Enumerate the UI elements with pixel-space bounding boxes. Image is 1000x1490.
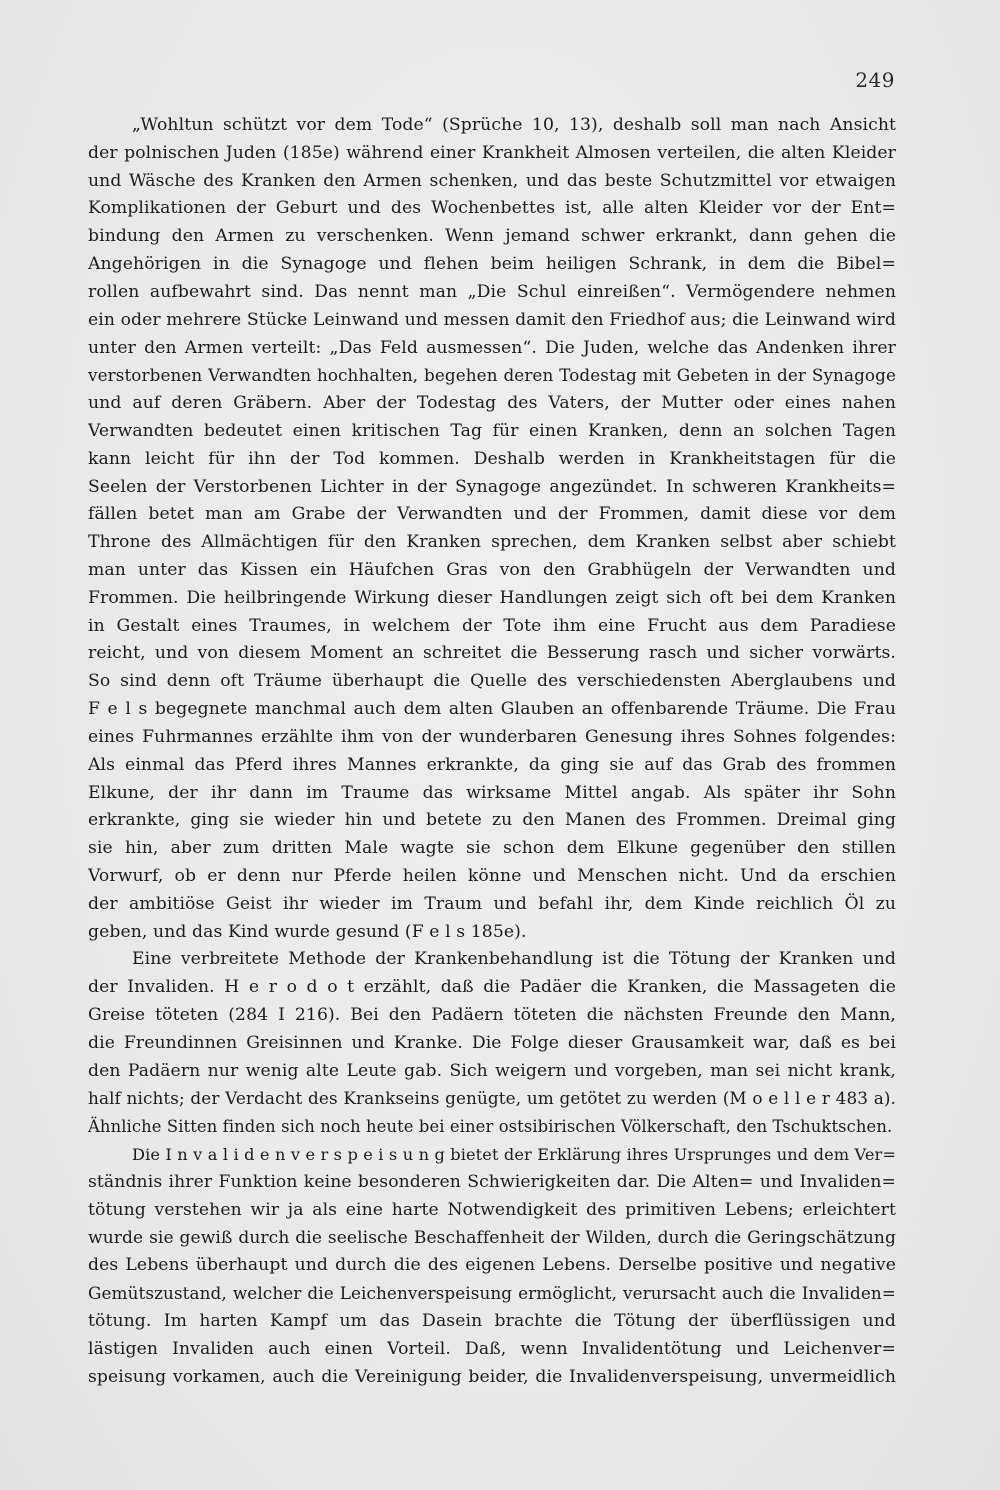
text-line: Komplikationen der Geburt und des Wochenbettes ist, alle alten Kleider vor der Ent= (88, 198, 896, 219)
text-line: Verwandten bedeutet einen kritischen Tag für einen Kranken, denn an solchen Tagen (88, 420, 896, 441)
text-line: ein oder mehrere Stücke Leinwand und messen damit den Friedhof aus; die Leinwand wird (88, 309, 896, 330)
text-line: kann leicht für ihn der Tod kommen. Deshalb werden in Krankheitstagen für die (88, 448, 896, 469)
text-line: eines Fuhrmannes erzählte ihm von der wunderbaren Genesung ihres Sohnes folgendes: (88, 726, 896, 747)
text-line: Gemütszustand, welcher die Leichenverspeisung ermöglicht, verursacht auch die Invaliden= (88, 1283, 896, 1304)
text-line: Die I n v a l i d e n v e r s p e i s u n g bietet der Erklärung ihres Ursprunges und dem Ver= (132, 1145, 896, 1165)
text-line: speisung vorkamen, auch die Vereinigung beider, die Invalidenverspeisung, unvermeidlich (88, 1366, 896, 1387)
text-line: Eine verbreitete Methode der Krankenbehandlung ist die Tötung der Kranken und (132, 949, 896, 970)
paragraph (88, 946, 896, 1141)
text-line: half nichts; der Verdacht des Krankseins genügte, um getötet zu werden (M o e l l e r 483 a). (88, 1088, 896, 1109)
paragraph (88, 112, 896, 946)
text-line: F e l s begegnete manchmal auch dem alten Glauben an offenbarende Träume. Die Frau (88, 699, 896, 720)
text-line: in Gestalt eines Traumes, in welchem der Tote ihm eine Frucht aus dem Paradiese (88, 615, 896, 636)
text-line: tötung. Im harten Kampf um das Dasein brachte die Tötung der überflüssigen und (88, 1310, 896, 1331)
text-line: tötung verstehen wir ja als eine harte Notwendigkeit des primitiven Lebens; erleichtert (88, 1199, 896, 1220)
text-line: der ambitiöse Geist ihr wieder im Traum und befahl ihr, dem Kinde reichlich Öl zu (88, 893, 896, 914)
text-line: Frommen. Die heilbringende Wirkung dieser Handlungen zeigt sich oft bei dem Kranken (88, 587, 896, 608)
text-line: man unter das Kissen ein Häufchen Gras von den Grabhügeln der Verwandten und (88, 560, 896, 580)
text-line: Greise töteten (284 I 216). Bei den Padäern töteten die nächsten Freunde den Mann, (88, 1005, 896, 1025)
body-text (88, 112, 896, 1391)
text-line: fällen betet man am Grabe der Verwandten und der Frommen, damit diese vor dem (88, 504, 896, 525)
text-line: Vorwurf, ob er denn nur Pferde heilen könne und Menschen nicht. Und da erschien (88, 865, 896, 886)
text-line: erkrankte, ging sie wieder hin und betete zu den Manen des Frommen. Dreimal ging (88, 810, 896, 831)
text-line: „Wohltun schützt vor dem Tode“ (Sprüche 10, 13), deshalb soll man nach Ansicht (132, 115, 896, 135)
text-line: lästigen Invaliden auch einen Vorteil. Daß, wenn Invalidentötung und Leichenver= (88, 1338, 896, 1359)
text-line: wurde sie gewiß durch die seelische Beschaffenheit der Wilden, durch die Geringschätzung (88, 1227, 896, 1248)
text-line: rollen aufbewahrt sind. Das nennt man „Die Schul einreißen“. Vermögendere nehmen (88, 281, 896, 302)
text-line: Seelen der Verstorbenen Lichter in der Synagoge angezündet. In schweren Krankheits= (88, 476, 896, 497)
text-line: Als einmal das Pferd ihres Mannes erkrankte, da ging sie auf das Grab des frommen (88, 754, 896, 775)
text-line: und auf deren Gräbern. Aber der Todestag des Vaters, der Mutter oder eines nahen (88, 393, 896, 414)
text-line: unter den Armen verteilt: „Das Feld ausmessen“. Die Juden, welche das Andenken ihrer (88, 337, 896, 358)
text-line: Elkune, der ihr dann im Traume das wirksame Mittel angab. Als später ihr Sohn (88, 782, 896, 803)
text-line: der Invaliden. H e r o d o t erzählt, daß die Padäer die Kranken, die Massageten die (88, 977, 896, 998)
page-number: 249 (855, 68, 895, 92)
text-line: die Freundinnen Greisinnen und Kranke. Die Folge dieser Grausamkeit war, daß es bei (88, 1032, 896, 1053)
text-line: reicht, und von diesem Moment an schreitet die Besserung rasch und sicher vorwärts. (88, 643, 896, 664)
text-line: bindung den Armen zu verschenken. Wenn jemand schwer erkrankt, dann gehen die (88, 226, 896, 247)
text-line: geben, und das Kind wurde gesund (F e l s 185e). (88, 921, 527, 942)
text-line: verstorbenen Verwandten hochhalten, begehen deren Todestag mit Gebeten in der Synagoge (88, 365, 896, 386)
text-line: Ähnliche Sitten finden sich noch heute bei einer ostsibirischen Völkerschaft, den Tschuktschen. (88, 1117, 893, 1137)
text-line: sie hin, aber zum dritten Male wagte sie schon dem Elkune gegenüber den stillen (88, 838, 896, 859)
text-line: So sind denn oft Träume überhaupt die Quelle des verschiedensten Aberglaubens und (88, 671, 896, 692)
paragraph (88, 1141, 896, 1391)
text-line: Angehörigen in die Synagoge und flehen beim heiligen Schrank, in dem die Bibel= (88, 254, 896, 275)
text-line: den Padäern nur wenig alte Leute gab. Sich weigern und vorgeben, man sei nicht krank, (88, 1060, 896, 1081)
text-line: und Wäsche des Kranken den Armen schenken, und das beste Schutzmittel vor etwaigen (88, 170, 896, 191)
text-line: ständnis ihrer Funktion keine besonderen Schwierigkeiten dar. Die Alten= und Invaliden= (88, 1171, 896, 1192)
text-line: Throne des Allmächtigen für den Kranken sprechen, dem Kranken selbst aber schiebt (88, 532, 896, 553)
text-line: der polnischen Juden (185e) während einer Krankheit Almosen verteilen, die alten Kleider (88, 142, 896, 163)
text-line: des Lebens überhaupt und durch die des eigenen Lebens. Derselbe positive und negative (88, 1255, 896, 1276)
